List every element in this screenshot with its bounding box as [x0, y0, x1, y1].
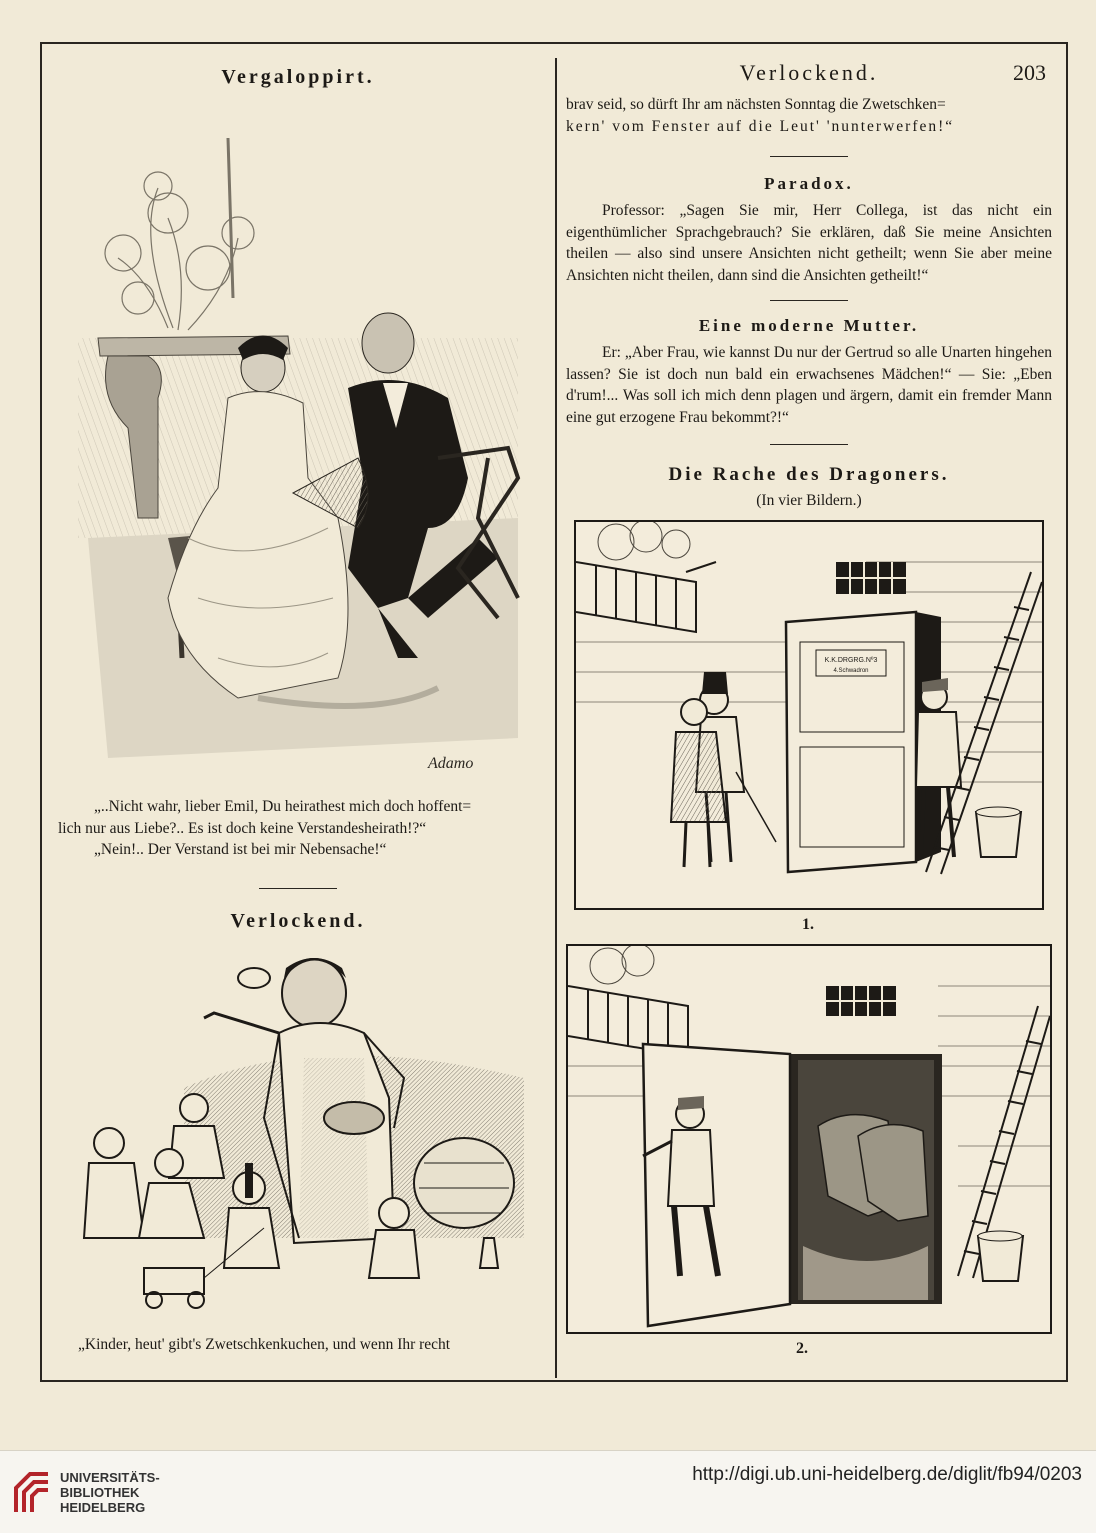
- caption-vergaloppirt: [58, 796, 538, 861]
- mother-text: Er: „Aber Frau, wie kannst Du nur der Gertrud so alle Unarten hingehen lassen? Sie ist doch nun bald ein erwachsenes Mädchen!“ — Sie: „Eben d'rum!... Was soll ich mich denn plagen und ärgern, damit ein fremder Mann eine gut erzogene Frau bekommt?!“: [566, 344, 1052, 426]
- library-name: [60, 1470, 160, 1515]
- section-rule: [259, 888, 337, 889]
- digitization-footer: [0, 1450, 1096, 1533]
- page-number: 203: [1013, 60, 1046, 85]
- section-rule: [770, 300, 848, 301]
- running-header: [566, 60, 1052, 92]
- caption-line: „..Nicht wahr, lieber Emil, Du heirathest mich doch hoffent=: [94, 798, 472, 815]
- panel-1-number: 1.: [802, 916, 814, 933]
- continuation-line: kern' vom Fenster auf die Leut' 'nunterwerfen!“: [566, 117, 955, 135]
- comic-panel-2: [566, 944, 1052, 1334]
- door-sign-line1: K.K.DRGRG.Nº3: [824, 657, 878, 664]
- left-column: [58, 58, 538, 1353]
- title-paradox: Paradox.: [764, 174, 854, 193]
- section-rule: [770, 156, 848, 157]
- continuation-line: brav seid, so dürft Ihr am nächsten Sonntag die Zwetschken=: [566, 96, 946, 113]
- library-logo-icon: [10, 1468, 54, 1518]
- title-rache-des-dragoners: Die Rache des Dragoners.: [668, 464, 950, 485]
- comic-panel-1: [574, 520, 1044, 910]
- dragoner-subtitle: (In vier Bildern.): [756, 492, 862, 509]
- caption-line: „Nein!.. Der Verstand ist bei mir Nebensache!“: [94, 841, 387, 858]
- verlockend-continuation: [566, 94, 1052, 137]
- panel-2-drawing: [568, 946, 1050, 1332]
- title-moderne-mutter: Eine moderne Mutter.: [698, 316, 920, 335]
- library-name-line: HEIDELBERG: [60, 1500, 146, 1515]
- running-title: Verlockend.: [739, 60, 879, 85]
- library-name-line: UNIVERSITÄTS-: [60, 1470, 160, 1485]
- illustration-grandmother-children: [64, 938, 534, 1328]
- library-name-line: BIBLIOTHEK: [60, 1485, 140, 1500]
- artist-signature: Adamo: [428, 755, 474, 772]
- paradox-text: Professor: „Sagen Sie mir, Herr Collega, ist das nicht ein eigenthümlicher Sprachgebrauch? Sie erklären, daß Sie meine Ansichten theilen — also sind unsere Ansichten nicht getheilt; wenn Sie aber meine Ansichten nicht theilen, dann sind die Ansichten getheilt!“: [566, 202, 1052, 284]
- illustration-couple-salon: [78, 98, 528, 788]
- permalink-url[interactable]: http://digi.ub.uni-heidelberg.de/diglit/fb94/0203: [692, 1464, 1082, 1485]
- panel-2-number: 2.: [796, 1340, 808, 1357]
- title-vergaloppirt: Vergaloppirt.: [221, 66, 375, 88]
- door-sign-line2: 4.Schwadron: [833, 668, 869, 674]
- panel-1-drawing: [576, 522, 1042, 908]
- caption-line: lich nur aus Liebe?.. Es ist doch keine Verstandesheirath!?“: [58, 819, 427, 837]
- caption-verlockend: „Kinder, heut' gibt's Zwetschkenkuchen, und wenn Ihr recht: [78, 1336, 451, 1353]
- section-rule: [770, 444, 848, 445]
- column-divider: [555, 58, 557, 1378]
- title-verlockend: Verlockend.: [230, 910, 366, 932]
